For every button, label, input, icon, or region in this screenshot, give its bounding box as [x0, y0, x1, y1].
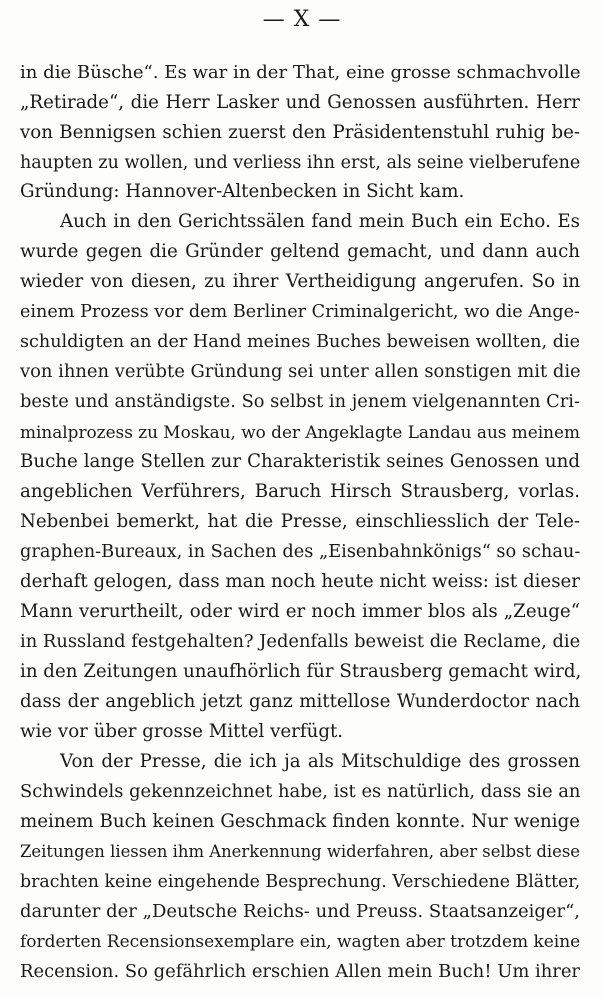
text-line: Zeitungen liessen ihm Anerkennung widerfahren, aber selbst diese — [20, 842, 580, 861]
text-line: forderten Recensionsexemplare ein, wagten aber trotzdem keine — [20, 932, 581, 952]
text-line: beste und anständigste. So selbst in jenem vielgenannten Cri- — [20, 391, 580, 412]
text-line: von Bennigsen schien zuerst den Präsidentenstuhl ruhig be- — [20, 122, 580, 143]
text-line: derhaft gelogen, dass man noch heute nicht weiss: ist dieser — [20, 571, 580, 592]
text-line: Von der Presse, die ich ja als Mitschuldige des grossen — [60, 751, 580, 772]
text-line: meinem Buch keinen Geschmack finden konnte. Nur wenige — [20, 811, 580, 832]
text-line: minalprozess zu Moskau, wo der Angeklagte Landau aus meinem — [20, 422, 580, 442]
text-line: „Retirade“, die Herr Lasker und Genossen ausführten. Herr — [20, 92, 580, 113]
text-line: wieder von diesen, zu ihrer Vertheidigung angerufen. So in — [20, 271, 580, 292]
text-line: in die Büsche“. Es war in der That, eine grosse schmachvolle — [20, 62, 581, 83]
text-line: graphen-Bureaux, in Sachen des „Eisenbahnkönigs“ so schau- — [20, 542, 581, 562]
text-line: darunter der „Deutsche Reichs- und Preuss. Staatsanzeiger“, — [20, 901, 580, 922]
text-line: wurde gegen die Gründer geltend gemacht, und dann auch — [20, 241, 580, 262]
text-line: einem Prozess vor dem Berliner Criminalgericht, wo die Ange- — [20, 302, 580, 322]
text-line: Nebenbei bemerkt, hat die Presse, einschliesslich der Tele- — [20, 511, 580, 532]
text-line: haupten zu wollen, und verliess ihn erst, als seine vielberufene — [20, 153, 581, 173]
text-line: angeblichen Verführers, Baruch Hirsch Strausberg, vorlas. — [20, 481, 580, 502]
text-line: in den Zeitungen unaufhörlich für Strausberg gemacht wird, — [20, 661, 582, 682]
page-number-header: — X — — [262, 7, 342, 32]
text-line: Mann verurtheilt, oder wird er noch immer blos als „Zeuge“ — [20, 601, 580, 622]
text-line: Recension. So gefährlich erschien Allen mein Buch! Um ihrer — [20, 961, 580, 982]
text-line: wie vor über grosse Mittel verfügt. — [20, 721, 344, 742]
text-line: Schwindels gekennzeichnet habe, ist es natürlich, dass sie an — [20, 781, 581, 802]
text-line: in Russland festgehalten? Jedenfalls beweist die Reclame, die — [20, 631, 581, 652]
text-line: dass der angeblich jetzt ganz mittellose Wunderdoctor nach — [20, 691, 580, 712]
text-line: schuldigten an der Hand meines Buches beweisen wollten, die — [20, 332, 580, 352]
text-line: brachten keine eingehende Besprechung. Verschiedene Blätter, — [20, 872, 581, 892]
text-line: Auch in den Gerichtssälen fand mein Buch ein Echo. Es — [60, 211, 580, 232]
text-line: von ihnen verübte Gründung sei unter allen sonstigen mit die — [20, 361, 581, 382]
text-line: Buche lange Stellen zur Charakteristik seines Genossen und — [20, 451, 580, 472]
text-line: Gründung: Hannover-Altenbecken in Sicht kam. — [20, 181, 465, 202]
